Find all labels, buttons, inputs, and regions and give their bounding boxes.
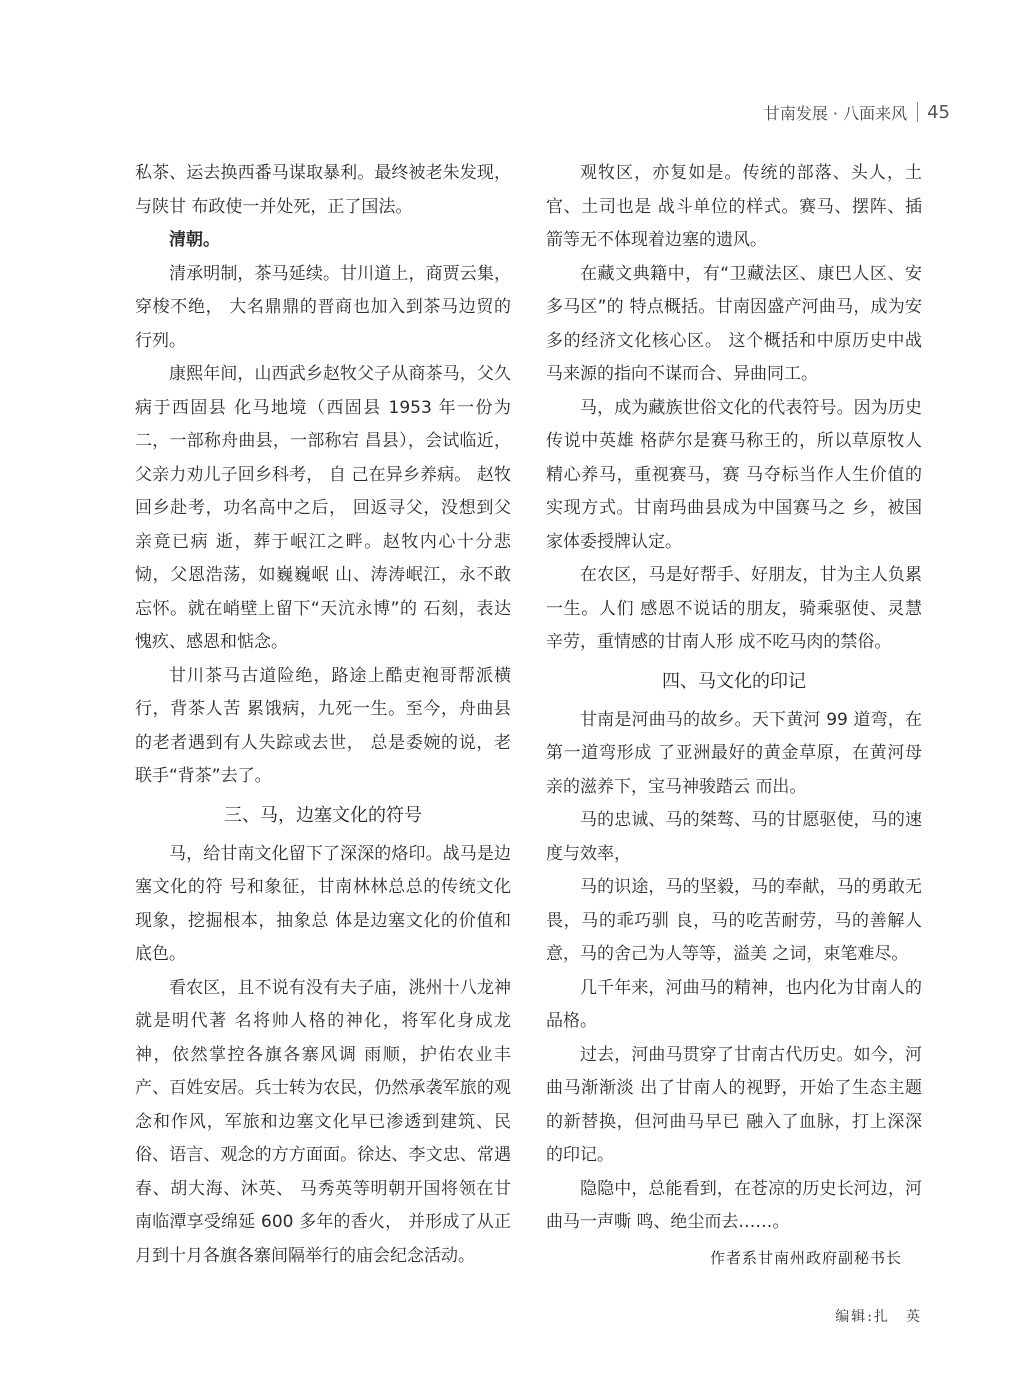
editor-credit: 编辑:扎 英 [835, 1309, 922, 1325]
section-heading: 四、马文化的印记 [662, 670, 806, 692]
paragraph: 甘南是河曲马的故乡。天下黄河 99 道弯，在第一道弯形成 了亚洲最好的黄金草原，在黄河母亲的滋养下，宝马神骏踏云 而出。 [546, 709, 922, 797]
paragraph: 在藏文典籍中，有“卫藏法区、康巴人区、安多马区”的 特点概括。甘南因盛产河曲马，成为安多的经济文化核心区。 这个概括和中原历史中战马来源的指向不谋而合、异曲同工。 [546, 263, 922, 384]
header-divider [917, 102, 918, 122]
paragraph: 过去，河曲马贯穿了甘南古代历史。如今，河曲马渐渐淡 出了甘南人的视野，开始了生态主题的新替换，但河曲马早已 融入了血脉，打上深深的印记。 [546, 1044, 922, 1165]
author-byline: 作者系甘南州政府副秘书长 [709, 1248, 902, 1267]
paragraph: 马，给甘南文化留下了深深的烙印。战马是边塞文化的符 号和象征，甘南林林总总的传统文化现象，挖掘根本，抽象总 体是边塞文化的价值和底色。 [135, 843, 511, 964]
paragraph: 私茶、运去换西番马谋取暴利。最终被老朱发现，与陕甘 布政使一并处死，正了国法。 [135, 163, 511, 217]
paragraph: 几千年来，河曲马的精神，也内化为甘南人的品格。 [546, 977, 922, 1031]
section-title: 甘南发展 · 八面来风 [763, 103, 908, 123]
paragraph: 马的忠诚、马的桀骜、马的甘愿驱使，马的速度与效率， [546, 810, 922, 864]
left-column [135, 157, 511, 1273]
paragraph: 甘川茶马古道险绝，路途上酷吏袍哥帮派横行，背茶人苦 累饿病，九死一生。至今，舟曲县的老者遇到有人失踪或去世， 总是委婉的说，老联手“背茶”去了。 [135, 665, 511, 786]
paragraph: 马，成为藏族世俗文化的代表符号。因为历史传说中英雄 格萨尔是赛马称王的，所以草原牧人精心养马，重视赛马，赛 马夺标当作人生价值的实现方式。甘南玛曲县成为中国赛马之 乡，被国家体委授牌认定。 [546, 397, 922, 552]
page-number: 45 [927, 101, 950, 123]
paragraph: 康熙年间，山西武乡赵牧父子从商茶马，父久病于西固县 化马地境（西固县 1953 年一份为二，一部称舟曲县，一部称宕 昌县），会试临近，父亲力劝儿子回乡科考， 自 己在异乡养病。 赵牧回乡赴考，功名高中之后， 回返寻父，没想到父亲竟已病 逝，葬于岷江之畔。赵牧内心十分悲恸，父恩浩荡，如巍巍岷 山、涛涛岷江，永不敢忘怀。就在峭壁上留下“天沆永博”的 石刻，表达愧疚、感恩和惦念。 [135, 364, 511, 652]
paragraph: 清承明制，茶马延续。甘川道上，商贾云集，穿梭不绝， 大名鼎鼎的晋商也加入到茶马边贸的行列。 [135, 263, 511, 351]
right-column [546, 157, 922, 1275]
paragraph: 看农区，且不说有没有夫子庙，洮州十八龙神就是明代著 名将帅人格的神化，将军化身成龙神，依然掌控各旗各寨风调 雨顺，护佑农业丰产、百姓安居。兵士转为农民，仍然承袭军旅的观念和作风，军旅和边塞文化早已渗透到建筑、民俗、语言、观念的方方面面。徐达、李文忠、常遇春、胡大海、沐英、 马秀英等明朝开国将领在甘南临潭享受绵延 600 多年的香火， 并形成了从正月到十月各旗各寨间隔举行的庙会纪念活动。 [135, 977, 511, 1266]
section-heading: 三、马，边塞文化的符号 [224, 804, 422, 826]
era-heading: 清朝。 [169, 230, 220, 250]
paragraph: 观牧区，亦复如是。传统的部落、头人，土官、土司也是 战斗单位的样式。赛马、摆阵、插箭等无不体现着边塞的遗风。 [546, 163, 922, 250]
paragraph: 马的识途，马的坚毅，马的奉献，马的勇敢无畏，马的乖巧驯 良，马的吃苦耐劳，马的善解人意，马的舍己为人等等，溢美 之词，束笔难尽。 [546, 877, 922, 964]
paragraph: 在农区，马是好帮手、好朋友，甘为主人负累一生。人们 感恩不说话的朋友，骑乘驱使、灵慧辛劳，重情感的甘南人形 成不吃马肉的禁俗。 [546, 565, 922, 652]
running-header [764, 101, 950, 123]
paragraph: 隐隐中，总能看到，在苍凉的历史长河边，河曲马一声嘶 鸣、绝尘而去……。 [546, 1178, 922, 1232]
